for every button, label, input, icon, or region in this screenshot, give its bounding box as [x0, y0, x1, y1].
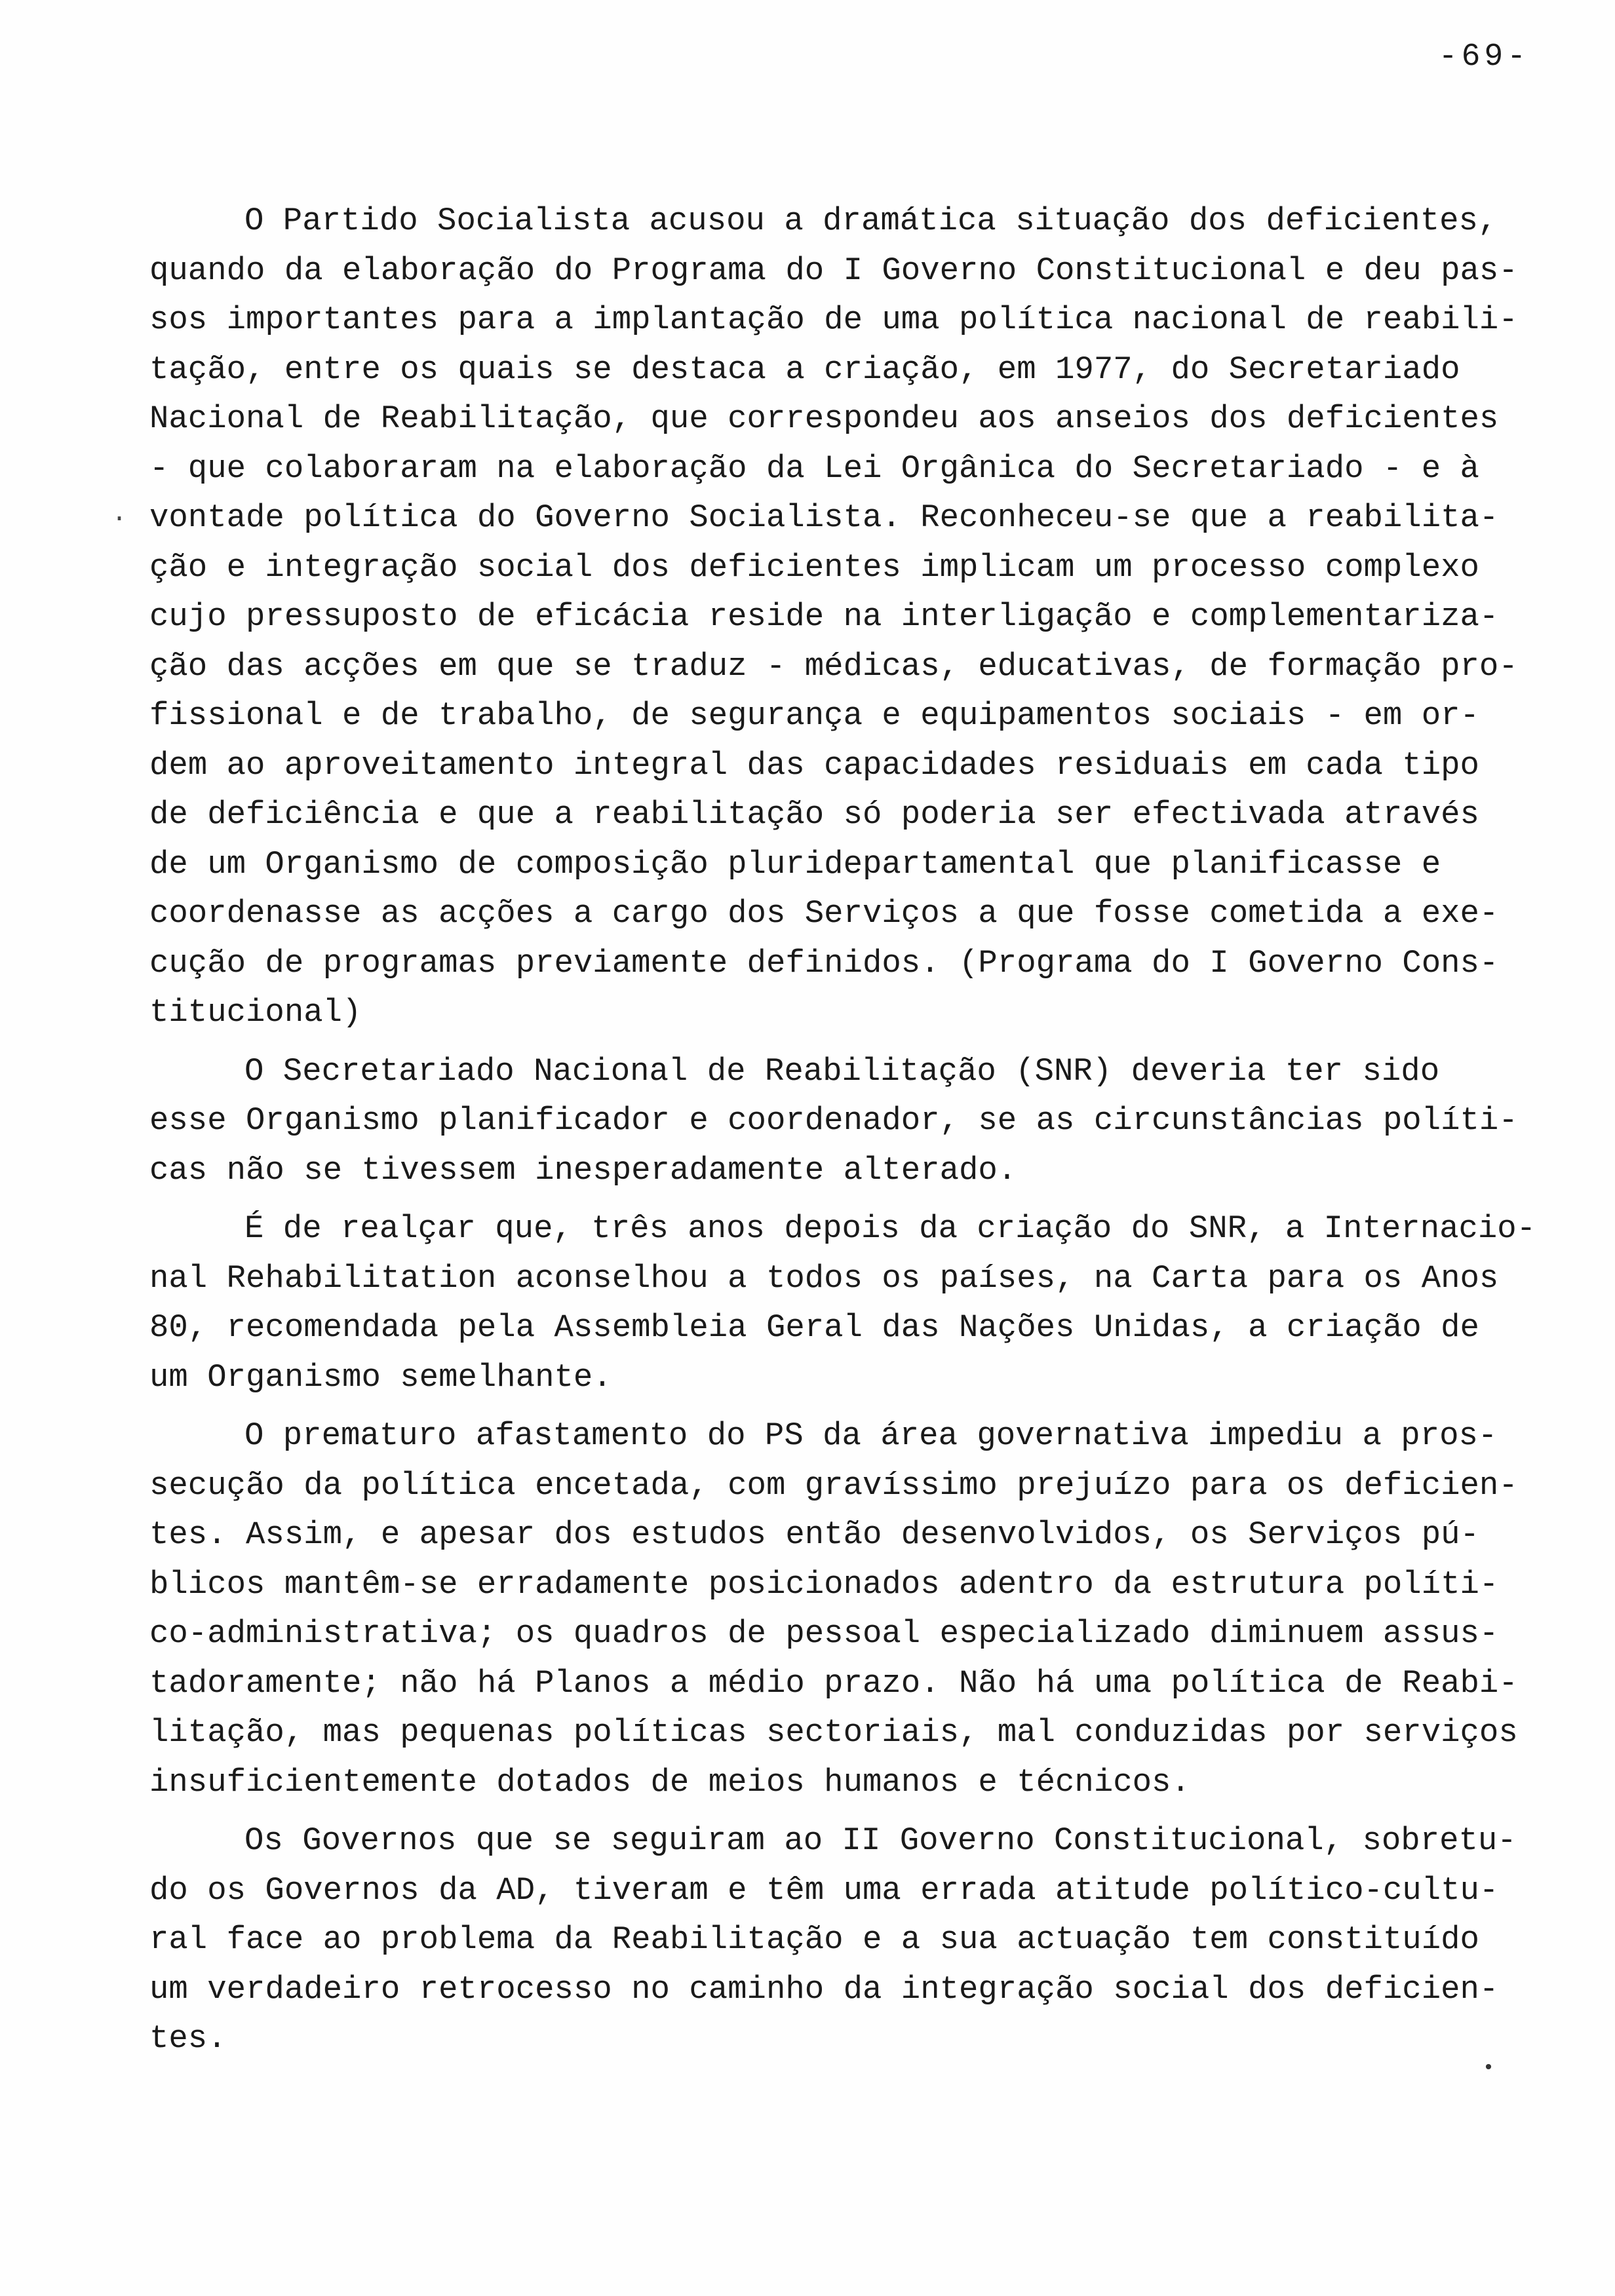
text-line: Os Governos que se seguiram ao II Governo Constitucional, sobretu-: [244, 1822, 1517, 1859]
text-line: vontade política do Governo Socialista. Reconheceu-se que a reabilita-: [149, 499, 1499, 536]
text-line: cujo pressuposto de eficácia reside na interligação e complementariza-: [149, 598, 1499, 635]
margin-mark: ·: [111, 505, 128, 534]
text-line: blicos mantêm-se erradamente posicionados adentro da estrutura políti-: [149, 1565, 1499, 1603]
text-line: tadoramente; não há Planos a médio prazo. Não há uma política de Reabi-: [149, 1664, 1518, 1702]
text-line: O Secretariado Nacional de Reabilitação (SNR) deveria ter sido: [244, 1052, 1440, 1090]
text-line: coordenasse as acções a cargo dos Serviços a que fosse cometida a exe-: [149, 895, 1499, 932]
text-line: quando da elaboração do Programa do I Governo Constitucional e deu pas-: [149, 252, 1518, 289]
text-line: nal Rehabilitation aconselhou a todos os países, na Carta para os Anos: [149, 1259, 1499, 1297]
paragraph: [149, 1816, 1559, 2064]
text-line: O prematuro afastamento do PS da área governativa impediu a pros-: [244, 1417, 1498, 1454]
paragraph: [149, 197, 1559, 1038]
text-line: ção e integração social dos deficientes implicam um processo complexo: [149, 548, 1479, 586]
text-line: titucional): [149, 994, 362, 1031]
text-line: ral face ao problema da Reabilitação e a sua actuação tem constituído: [149, 1921, 1479, 1958]
text-line: dem ao aproveitamento integral das capacidades residuais em cada tipo: [149, 746, 1479, 784]
text-line: cas não se tivessem inesperadamente alterado.: [149, 1151, 1017, 1189]
paragraph: [149, 1204, 1559, 1402]
text-line: 80, recomendada pela Assembleia Geral das Nações Unidas, a criação de: [149, 1309, 1479, 1346]
text-line: O Partido Socialista acusou a dramática situação dos deficientes,: [244, 202, 1498, 239]
text-line: ção das acções em que se traduz - médicas, educativas, de formação pro-: [149, 647, 1518, 685]
document-body: [149, 197, 1559, 2064]
text-line: tação, entre os quais se destaca a criação, em 1977, do Secretariado: [149, 351, 1460, 388]
text-line: cução de programas previamente definidos. (Programa do I Governo Cons-: [149, 944, 1499, 982]
text-line: tes.: [149, 2020, 227, 2057]
text-line: secução da política encetada, com gravíssimo prejuízo para os deficien-: [149, 1466, 1518, 1504]
text-line: litação, mas pequenas políticas sectoriais, mal conduzidas por serviços: [149, 1714, 1518, 1751]
text-line: co-administrativa; os quadros de pessoal especializado diminuem assus-: [149, 1615, 1499, 1652]
corner-mark: •: [1483, 2057, 1495, 2080]
paragraph: [149, 1411, 1559, 1807]
text-line: esse Organismo planificador e coordenador, se as circunstâncias políti-: [149, 1102, 1518, 1139]
text-line: Nacional de Reabilitação, que correspondeu aos anseios dos deficientes: [149, 400, 1499, 437]
text-line: É de realçar que, três anos depois da criação do SNR, a Internacio-: [244, 1210, 1536, 1247]
text-line: de deficiência e que a reabilitação só poderia ser efectivada através: [149, 796, 1479, 833]
paragraph: [149, 1047, 1559, 1196]
text-line: insuficientemente dotados de meios humanos e técnicos.: [149, 1763, 1190, 1801]
text-line: um verdadeiro retrocesso no caminho da integração social dos deficien-: [149, 1970, 1499, 2008]
text-line: - que colaboraram na elaboração da Lei Orgânica do Secretariado - e à: [149, 450, 1479, 487]
text-line: um Organismo semelhante.: [149, 1358, 612, 1396]
text-line: fissional e de trabalho, de segurança e equipamentos sociais - em or-: [149, 697, 1479, 734]
page-number: -69-: [1438, 39, 1530, 75]
text-line: do os Governos da AD, tiveram e têm uma errada atitude político-cultu-: [149, 1871, 1499, 1909]
text-line: de um Organismo de composição pluridepartamental que planificasse e: [149, 845, 1441, 883]
text-line: sos importantes para a implantação de uma política nacional de reabili-: [149, 301, 1518, 338]
text-line: tes. Assim, e apesar dos estudos então desenvolvidos, os Serviços pú-: [149, 1516, 1479, 1553]
